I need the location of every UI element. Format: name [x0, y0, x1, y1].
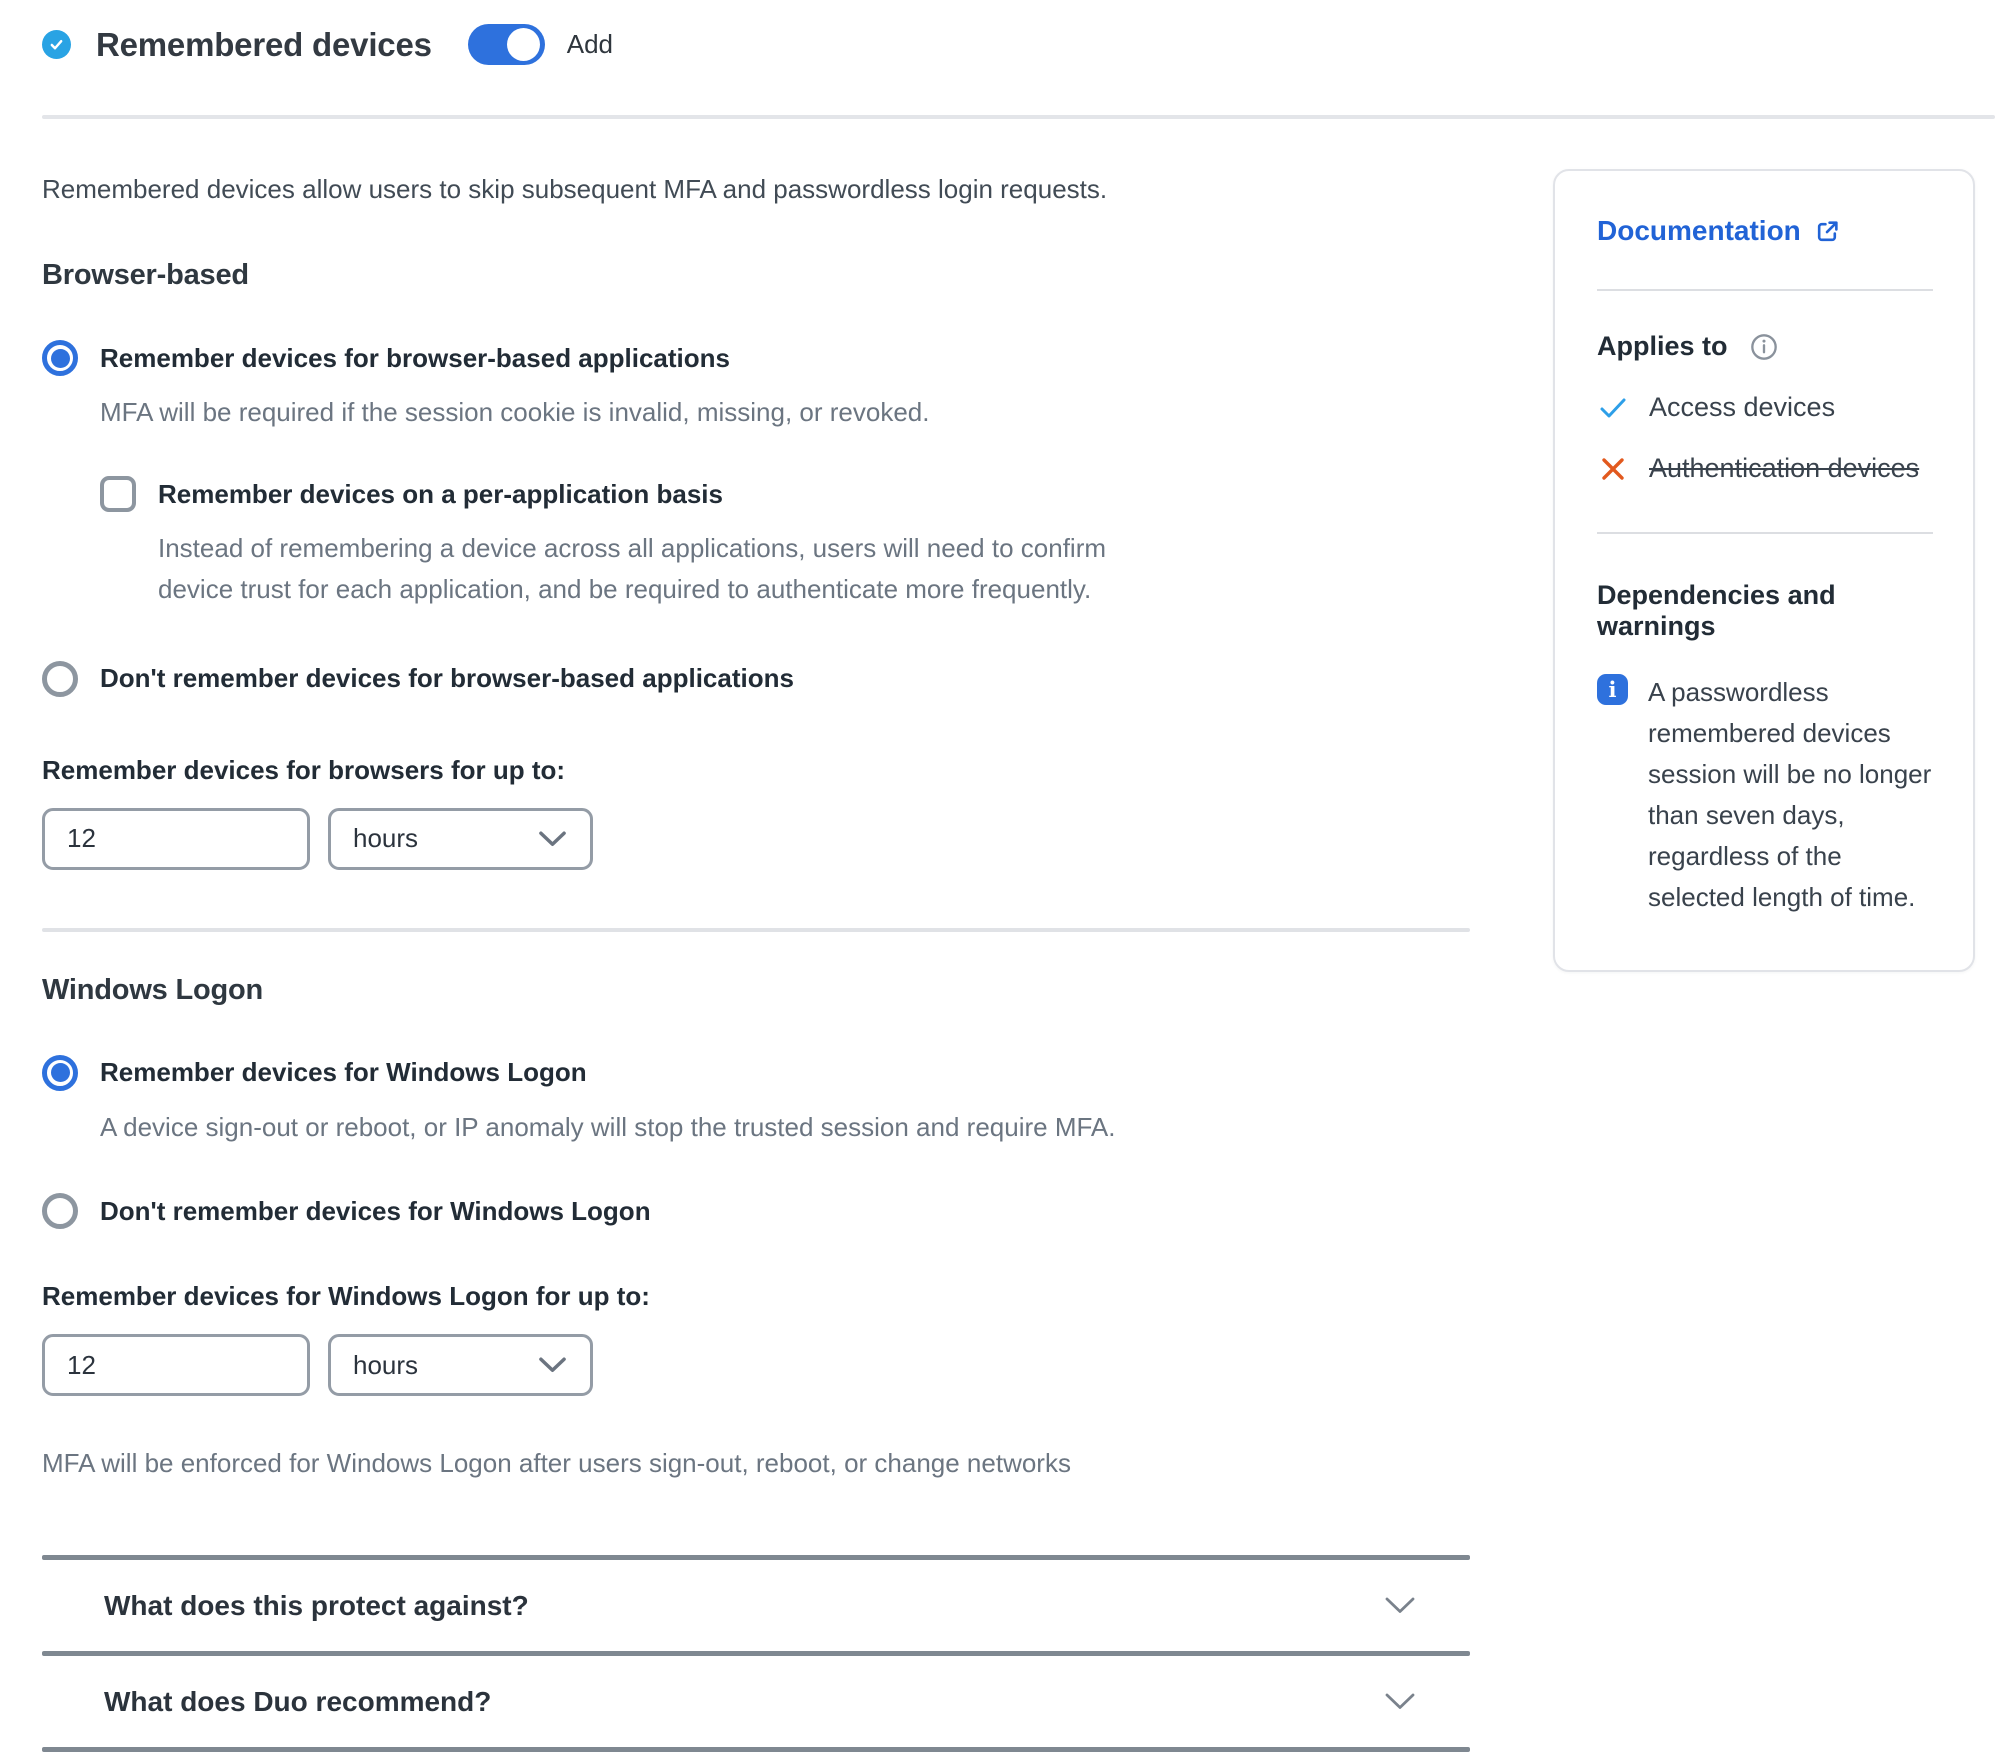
- browser-duration-unit-value: hours: [353, 823, 419, 854]
- radio-remember-windows-subtext: A device sign-out or reboot, or IP anomaly will stop the trusted session and require MFA.: [100, 1111, 1116, 1142]
- chevron-down-icon: [1385, 1597, 1415, 1614]
- dependency-warning: [1597, 672, 1933, 918]
- page-title: Remembered devices: [96, 25, 432, 63]
- accordion-protect-against[interactable]: [42, 1560, 1470, 1651]
- applies-item-authentication-devices: [1597, 453, 1933, 484]
- dependencies-heading: Dependencies and warnings: [1597, 580, 1836, 641]
- card-divider: [1597, 532, 1933, 534]
- checkbox-per-application-label: Remember devices on a per-application basis: [158, 478, 723, 509]
- browser-duration-input[interactable]: [42, 808, 310, 870]
- section-header: [0, 0, 2000, 65]
- browser-duration-unit-select[interactable]: [328, 808, 593, 870]
- documentation-link[interactable]: [1597, 215, 1840, 247]
- radio-remember-browser[interactable]: [42, 340, 1470, 376]
- toggle-label: Add: [566, 29, 614, 59]
- windows-mfa-note: MFA will be enforced for Windows Logon after users sign-out, reboot, or change networks: [42, 1448, 1071, 1479]
- cross-icon: [1599, 455, 1627, 483]
- radio-remember-windows-label: Remember devices for Windows Logon: [100, 1057, 587, 1088]
- windows-duration-unit-select[interactable]: [328, 1334, 593, 1396]
- radio-dont-remember-browser[interactable]: [42, 661, 1470, 697]
- windows-duration-unit-value: hours: [353, 1349, 419, 1380]
- radio-dont-remember-browser-label: Don't remember devices for browser-based applications: [100, 663, 794, 694]
- windows-section-heading: Windows Logon: [42, 973, 264, 1006]
- applies-to-heading: Applies to: [1597, 331, 1728, 361]
- browser-duration-label: Remember devices for browsers for up to:: [42, 754, 566, 785]
- accordion-duo-recommend[interactable]: [42, 1656, 1470, 1747]
- dependency-warning-text: A passwordless remembered devices session will be no longer than seven days, regardless of the selected length of time.: [1648, 677, 1932, 913]
- chevron-down-icon: [1385, 1693, 1415, 1710]
- settings-main: [42, 119, 1470, 1752]
- radio-dont-remember-windows-label: Don't remember devices for Windows Logon: [100, 1195, 651, 1226]
- chevron-down-icon: [539, 1357, 566, 1373]
- info-accordion: [42, 1555, 1470, 1752]
- intro-text: Remembered devices allow users to skip subsequent MFA and passwordless login requests.: [42, 174, 1108, 204]
- info-circle-icon[interactable]: [1750, 333, 1778, 361]
- radio-unselected-icon[interactable]: [42, 1193, 78, 1229]
- checkbox-per-application[interactable]: [100, 476, 1470, 512]
- card-divider: [1597, 289, 1933, 291]
- applies-item-label: Authentication devices: [1649, 453, 1920, 483]
- remembered-devices-toggle[interactable]: [468, 24, 545, 65]
- radio-selected-icon[interactable]: [42, 1055, 78, 1091]
- documentation-link-label: Documentation: [1597, 215, 1801, 246]
- radio-remember-browser-subtext: MFA will be required if the session cookie is invalid, missing, or revoked.: [100, 397, 930, 427]
- accordion-duo-recommend-label: What does Duo recommend?: [104, 1685, 492, 1717]
- checkbox-unchecked-icon[interactable]: [100, 476, 136, 512]
- radio-unselected-icon[interactable]: [42, 661, 78, 697]
- applies-item-access-devices: [1597, 392, 1933, 423]
- info-chip-icon: i: [1597, 674, 1628, 705]
- accordion-divider: [42, 1747, 1470, 1752]
- windows-duration-input[interactable]: [42, 1334, 310, 1396]
- radio-selected-icon[interactable]: [42, 340, 78, 376]
- windows-duration-label: Remember devices for Windows Logon for up to:: [42, 1281, 650, 1312]
- radio-dont-remember-windows[interactable]: [42, 1193, 1470, 1229]
- check-icon: [1599, 394, 1627, 422]
- toggle-knob: [507, 28, 540, 61]
- section-divider: [42, 928, 1470, 932]
- checkbox-per-application-subtext: Instead of remembering a device across all applications, users will need to confirm device trust for each application, and be required to authenticate more frequently.: [158, 533, 1107, 604]
- external-link-icon: [1815, 219, 1840, 244]
- applies-item-label: Access devices: [1649, 392, 1836, 422]
- radio-remember-windows[interactable]: [42, 1055, 1470, 1091]
- chevron-down-icon: [539, 831, 566, 847]
- info-card: [1553, 169, 1975, 972]
- radio-remember-browser-label: Remember devices for browser-based applications: [100, 342, 730, 373]
- check-circle-icon: [42, 30, 71, 59]
- accordion-protect-against-label: What does this protect against?: [104, 1589, 529, 1621]
- browser-section-heading: Browser-based: [42, 259, 249, 291]
